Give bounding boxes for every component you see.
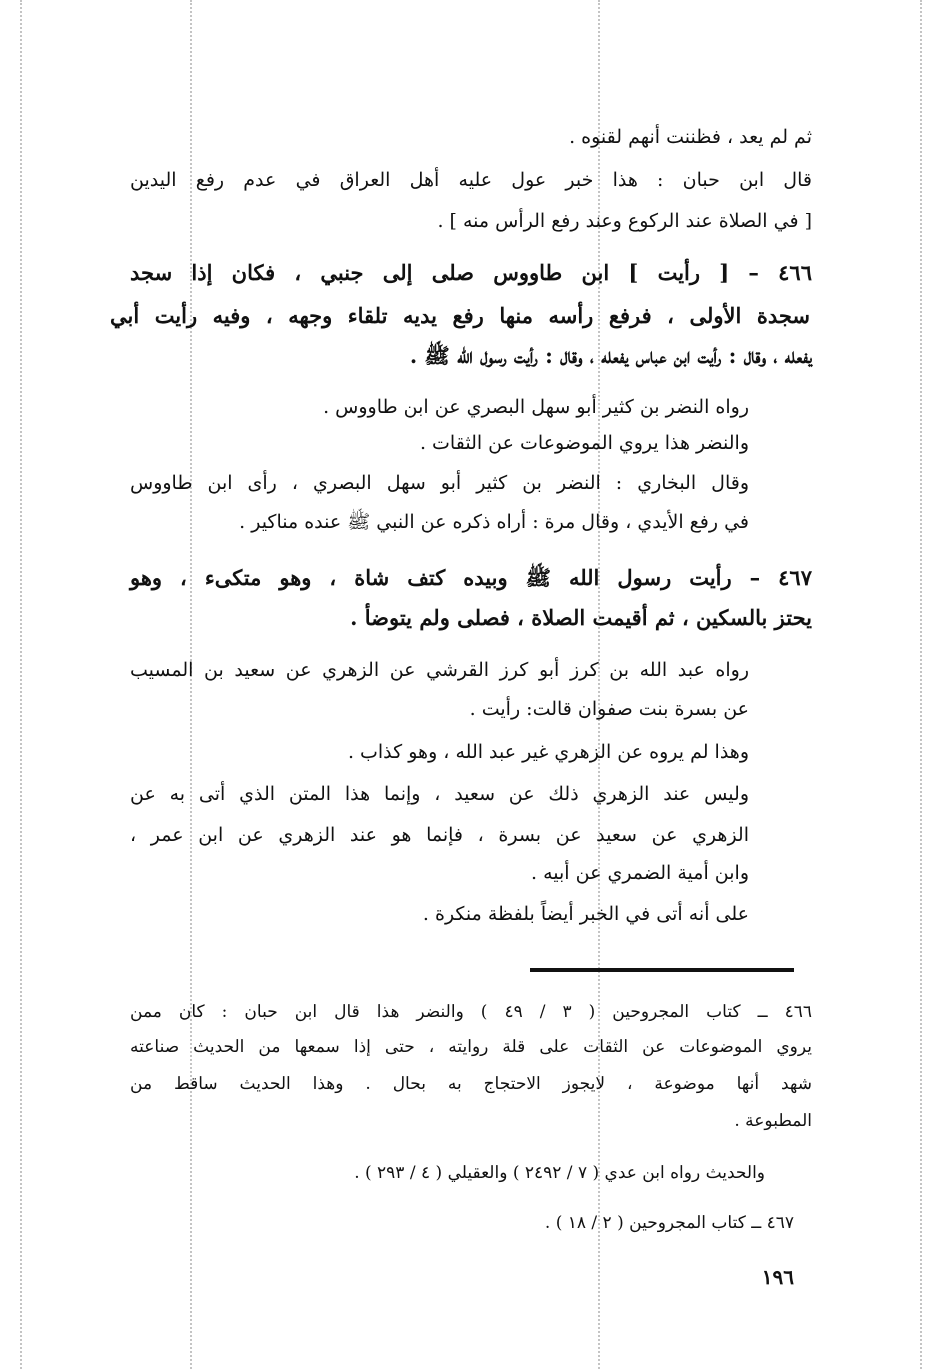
text-line: والنضر هذا يروي الموضوعات عن الثقات . xyxy=(419,432,749,454)
hadith-467-line: يحتز بالسكين ، ثم أقيمت الصلاة ، فصلى ولم يتوضأ . xyxy=(350,605,812,630)
footnote-separator xyxy=(530,968,794,972)
scan-dotted-line xyxy=(20,0,22,1369)
footnote-line: ٤٦٧ ــ كتاب المجروحين ( ٢ / ١٨ ) . xyxy=(544,1213,794,1233)
text-line: وابن أمية الضمري عن أبيه . xyxy=(531,862,749,884)
text-line: على أنه أتى في الخبر أيضاً بلفظة منكرة . xyxy=(422,903,749,925)
text-line: عن بسرة بنت صفوان قالت: رأيت . xyxy=(469,698,749,720)
footnote-line: المطبوعة . xyxy=(734,1111,812,1131)
text-line: وقال البخاري : النضر بن كثير أبو سهل البصري ، رأى ابن طاووس xyxy=(130,472,749,494)
text-line: رواه عبد الله بن كرز أبو كرز القرشي عن الزهري عن سعيد بن المسيب xyxy=(130,659,749,681)
hadith-466-line: ٤٦٦ – [ رأيت ] ابن طاووس صلى إلى جنبي ، فكان إذا سجد xyxy=(130,260,812,285)
hadith-466-line: يفعله ، وقال : رأيت ابن عباس يفعله ، وقال : رأيت رسول الله ﷺ . xyxy=(409,343,812,368)
footnote-line: شهد أنها موضوعة ، لايجوز الاحتجاج به بحال . وهذا الحديث ساقط من xyxy=(130,1074,812,1094)
text-line: ثم لم يعد ، فظننت أنهم لقنوه . xyxy=(569,126,812,148)
scan-dotted-line xyxy=(920,0,922,1369)
text-line: [ في الصلاة عند الركوع وعند رفع الرأس منه ] . xyxy=(437,210,812,232)
hadith-467-line: ٤٦٧ – رأيت رسول الله ﷺ وبيده كتف شاة ، وهو متكىء ، وهو xyxy=(130,565,812,590)
text-line: رواه النضر بن كثير أبو سهل البصري عن ابن طاووس . xyxy=(323,396,749,418)
footnote-line: يروي الموضوعات عن الثقات على قلة روايته ، حتى إذا سمعها من الحديث صناعته xyxy=(130,1037,813,1057)
footnote-line: ٤٦٦ ــ كتاب المجروحين ( ٣ / ٤٩ ) والنضر هذا قال ابن حبان : كان ممن xyxy=(130,1002,812,1022)
text-line: الزهري عن سعيد عن بسرة ، فإنما هو عند الزهري عن ابن عمر ، xyxy=(130,824,749,846)
page-number: ١٩٦ xyxy=(761,1265,794,1289)
text-line: قال ابن حبان : هذا خبر عول عليه أهل العراق في عدم رفع اليدين xyxy=(130,169,812,191)
text-line: في رفع الأيدي ، وقال مرة : أراه ذكره عن النبي ﷺ عنده مناكير . xyxy=(239,511,749,533)
footnote-line: والحديث رواه ابن عدي ( ٧ / ٢٤٩٢ ) والعقيلي ( ٤ / ٢٩٣ ) . xyxy=(354,1163,765,1183)
hadith-466-line: سجدة الأولى ، فرفع رأسه منها رفع يديه تلقاء وجهه ، وفيه رأيت أبي xyxy=(110,303,810,328)
text-line: وهذا لم يروه عن الزهري غير عبد الله ، وهو كذاب . xyxy=(347,741,749,763)
text-line: وليس عند الزهري ذلك عن سعيد ، وإنما هذا المتن الذي أتى به عن xyxy=(130,783,749,805)
